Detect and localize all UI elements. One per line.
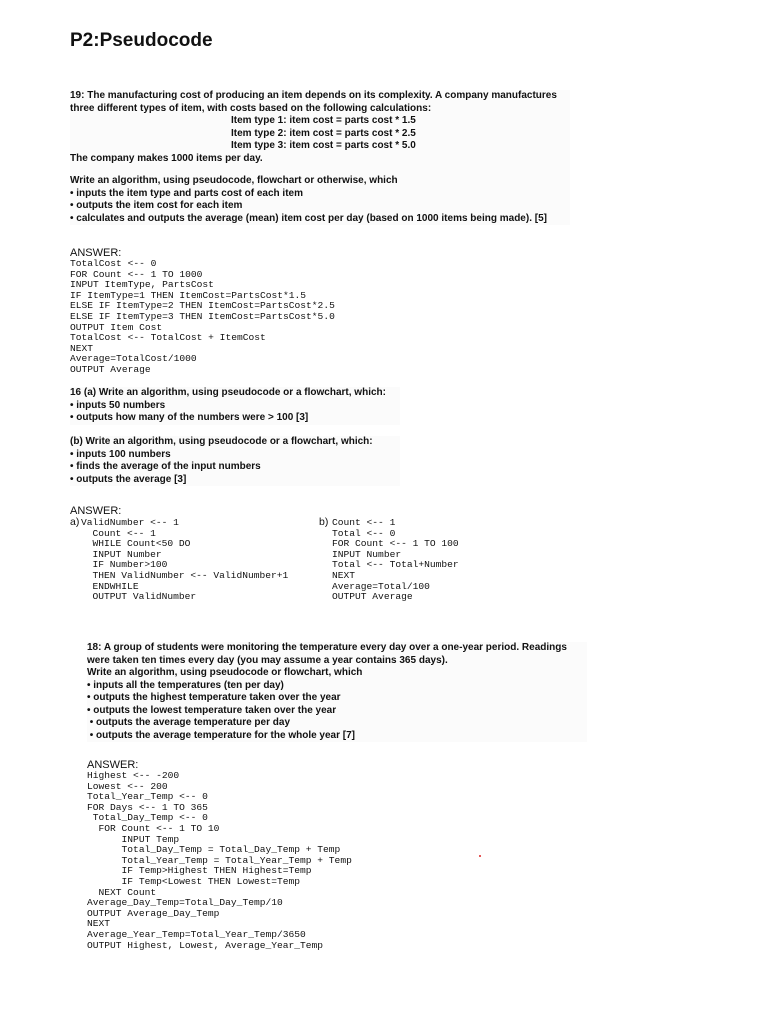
question-18-bullet: • outputs the average temperature per day [87, 717, 291, 728]
question-19 [70, 90, 570, 225]
question-16a-line: 16 (a) Write an algorithm, using pseudocode or a flowchart, which: [70, 387, 386, 398]
question-16a-bullet: • inputs 50 numbers [70, 399, 166, 411]
question-19-line: 19: The manufacturing cost of producing an item depends on its complexity. A company manufactures [70, 90, 557, 101]
cost-formula: Item type 3: item cost = parts cost * 5.0 [231, 140, 416, 151]
question-16b-bullet: • outputs the average [3] [70, 473, 187, 485]
question-18-bullet: • outputs the highest temperature taken over the year [87, 692, 341, 703]
question-18-bullet: • outputs the lowest temperature taken over the year [87, 704, 337, 716]
task-bullet: • outputs the item cost for each item [70, 200, 243, 211]
answer-16b-code: Count <-- 1 Total <-- 0 FOR Count <-- 1 TO 100 INPUT Number Total <-- Total+Number NEXT Average=Total/100 OUTPUT Average [332, 517, 459, 603]
question-18-line: Write an algorithm, using pseudocode or flowchart, which [87, 667, 363, 678]
task-line: Write an algorithm, using pseudocode, flowchart or otherwise, which [70, 175, 398, 186]
answer-16a-label: a) [70, 516, 80, 528]
question-18-bullet: • outputs the average temperature for the whole year [7] [87, 729, 356, 741]
answer-label: ANSWER: [87, 759, 139, 771]
task-bullet: • inputs the item type and parts cost of each item [70, 187, 303, 199]
question-18-bullet: • inputs all the temperatures (ten per day) [87, 679, 284, 691]
question-16b-line: (b) Write an algorithm, using pseudocode or a flowchart, which: [70, 436, 373, 447]
answer-16b-label: b) [319, 516, 329, 528]
question-16b-bullet: • inputs 100 numbers [70, 448, 171, 460]
task-bullet: • calculates and outputs the average (mean) item cost per day (based on 1000 items being made). [5] [70, 212, 547, 224]
answer-18-code: Highest <-- -200 Lowest <-- 200 Total_Year_Temp <-- 0 FOR Days <-- 1 TO 365 Total_Day_Temp <-- 0 FOR Count <-- 1 TO 10 INPUT Temp Total_Day_Temp = Total_Day_Temp + Temp Total_Year_Temp = Total_Year_Temp + Temp IF Temp>Highest THEN Highest=Temp IF Temp<Lowest THEN Lowest=Temp NEXT Count Average_Day_Temp=Total_Day_Temp/10 OUTPUT Average_Day_Temp NEXT Average_Year_Temp=Total_Year_Temp/3650 OUTPUT Highest, Lowest, Average_Year_Temp [87, 770, 352, 951]
question-19-line: three different types of item, with costs based on the following calculations: [70, 102, 432, 114]
question-18-line: 18: A group of students were monitoring the temperature every day over a one-year period. Readings [87, 642, 567, 653]
question-16a [70, 387, 400, 425]
cost-formula: Item type 1: item cost = parts cost * 1.5 [231, 115, 416, 126]
question-16b [70, 436, 400, 486]
cost-formula: Item type 2: item cost = parts cost * 2.5 [231, 127, 416, 139]
question-18 [87, 642, 587, 742]
answer-label: ANSWER: [70, 247, 122, 259]
answer-19-code: TotalCost <-- 0 FOR Count <-- 1 TO 1000 INPUT ItemType, PartsCost IF ItemType=1 THEN ItemCost=PartsCost*1.5 ELSE IF ItemType=2 THEN ItemCost=PartsCost*2.5 ELSE IF ItemType=3 THEN ItemCost=PartsCost*5.0 OUTPUT Item Cost TotalCost <-- TotalCost + ItemCost NEXT Average=TotalCost/1000 OUTPUT Average [70, 258, 335, 375]
answer-16a-code: ValidNumber <-- 1 Count <-- 1 WHILE Count<50 DO INPUT Number IF Number>100 THEN ValidNumber <-- ValidNumber+1 ENDWHILE OUTPUT ValidNumber [81, 517, 289, 603]
items-per-day: The company makes 1000 items per day. [70, 152, 263, 164]
question-16a-bullet: • outputs how many of the numbers were > 100 [3] [70, 412, 309, 423]
answer-label: ANSWER: [70, 505, 122, 517]
page-title: P2:Pseudocode [70, 30, 213, 51]
red-mark-dot [479, 855, 481, 857]
question-18-line: were taken ten times every day (you may assume a year contains 365 days). [87, 654, 448, 666]
question-16b-bullet: • finds the average of the input numbers [70, 461, 261, 472]
